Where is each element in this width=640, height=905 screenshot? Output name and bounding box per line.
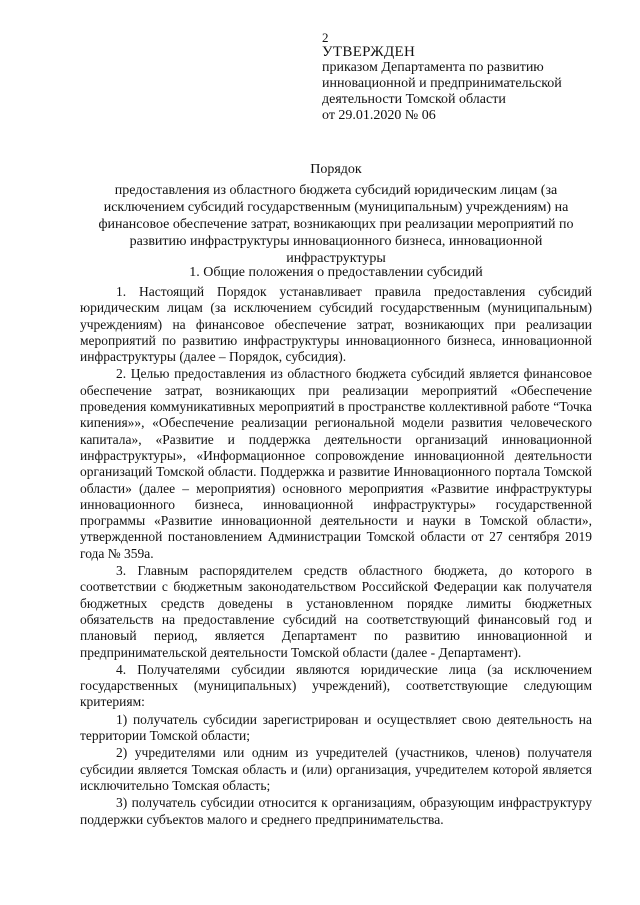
criterion-1: 1) получатель субсидии зарегистрирован и осуществляет свою деятельность на территории Томской области; (80, 711, 592, 744)
paragraph-1: 1. Настоящий Порядок устанавливает правила предоставления субсидий юридическим лицам (за исключением субсидий государственным (муниципальным) учреждениям) на финансовое обеспечение затрат, возникающих при реализации мероприятий по развитию инфраструктуры инновационного бизнеса, инновационной инфраструктуры (далее – Порядок, субсидия). (80, 284, 592, 365)
approval-line: от 29.01.2020 № 06 (322, 108, 436, 123)
section-heading: 1. Общие положения о предоставлении субсидий (189, 265, 483, 280)
criterion-2: 2) учредителями или одним из учредителей (участников, членов) получателя субсидии является Томская область и (или) организация, учредителем которой является исключительно Томская область; (80, 745, 592, 793)
paragraph-3: 3. Главным распорядителем средств областного бюджета, до которого в соответствии с бюджетным законодательством Российской Федерации как получателя бюджетных средств доведены в установленном порядке лимиты бюджетных обязательств на предоставление субсидий на соответствующий финансовый год и плановый период, является Департамент по развитию инновационной и предпринимательской деятельности Томской области (далее - Департамент). (80, 563, 592, 660)
paragraph-2: 2. Целью предоставления из областного бюджета субсидий является финансовое обеспечение затрат, возникающих при реализации мероприятий «Обеспечение проведения коммуникативных мероприятий в пространстве коллективной работе “Точка кипения»», «Обеспечение реализации региональной модели развития человеческого капитала», «Развитие и поддержка деятельности организаций инновационной инфраструктуры», «Информационное сопровождение инновационной деятельности организаций Томской области. Поддержка и развитие Инновационного портала Томской области» (далее – мероприятия) основного мероприятия «Развитие инфраструктуры инновационного бизнеса, инновационной инфраструктуры» государственной программы «Развитие инновационной деятельности и науки в Томской области», утвержденной постановлением Администрации Томской области от 27 сентября 2019 года № 359а. (80, 366, 592, 561)
paragraph-4: 4. Получателями субсидии являются юридические лица (за исключением государственных (муниципальных) учреждений), соответствующие следующим критериям: (80, 661, 592, 710)
criterion-3: 3) получатель субсидии относится к организациям, образующим инфраструктуру поддержки субъектов малого и среднего предпринимательства. (80, 795, 592, 827)
page-number: 2 (322, 30, 329, 45)
approval-line: инновационной и предпринимательской (322, 76, 562, 91)
title-word: Порядок (310, 162, 362, 177)
approval-line: деятельности Томской области (322, 92, 506, 107)
approval-heading: УТВЕРЖДЕН (322, 44, 416, 60)
title-text: предоставления из областного бюджета субсидий юридическим лицам (за исключением субсидий государственным (муниципальным) учреждениям) на финансовое обеспечение затрат, возникающих при реализации мероприятий по развитию инфраструктуры инновационного бизнеса, инновационной инфраструктуры (98, 183, 574, 266)
document-body (80, 284, 592, 828)
approval-line: приказом Департамента по развитию (322, 60, 544, 75)
document-title (80, 161, 592, 267)
approval-stamp (322, 44, 622, 124)
